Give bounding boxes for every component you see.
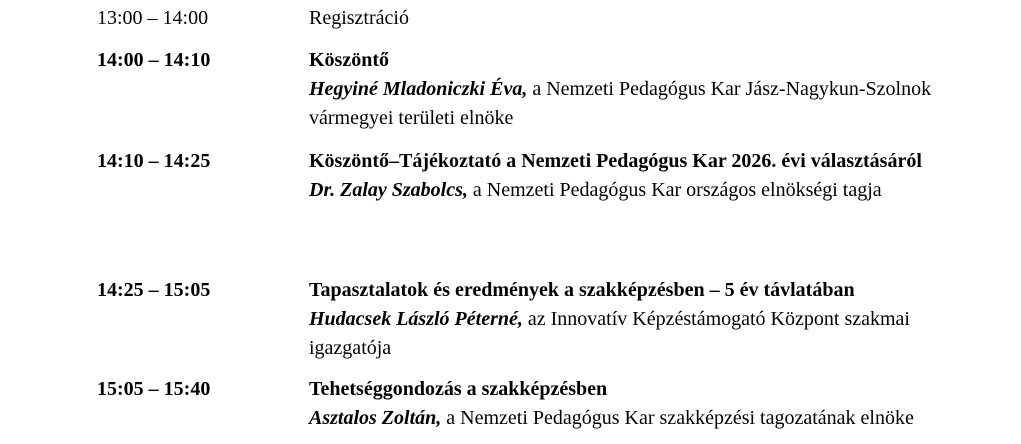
agenda-speaker <box>309 404 949 433</box>
agenda-content <box>309 4 949 33</box>
agenda-time: 14:10 – 14:25 <box>97 150 211 172</box>
agenda-item-title: Köszöntő <box>309 49 389 71</box>
agenda-content <box>309 46 949 133</box>
agenda-content <box>309 147 949 205</box>
speaker-name: Hudacsek László Péterné, <box>309 308 523 330</box>
agenda-speaker <box>309 75 949 133</box>
agenda-time: 14:00 – 14:10 <box>97 49 211 71</box>
agenda-speaker <box>309 176 949 205</box>
agenda-time: 15:05 – 15:40 <box>97 378 211 400</box>
agenda-time: 13:00 – 14:00 <box>97 7 209 29</box>
speaker-role: a Nemzeti Pedagógus Kar Jász-Nagykun-Szolnok vármegyei területi elnöke <box>309 78 932 129</box>
agenda-item-title: Tapasztalatok és eredmények a szakképzésben – 5 év távlatában <box>309 279 855 301</box>
speaker-name: Hegyiné Mladoniczki Éva, <box>309 78 528 100</box>
agenda-speaker <box>309 305 949 363</box>
speaker-name: Asztalos Zoltán, <box>309 407 442 429</box>
speaker-role: a Nemzeti Pedagógus Kar országos elnökségi tagja <box>467 179 882 201</box>
speaker-role: az Innovatív Képzéstámogató Központ szakmai igazgatója <box>309 308 910 359</box>
agenda-item-title: Tehetséggondozás a szakképzésben <box>309 378 608 400</box>
speaker-name: Dr. Zalay Szabolcs, <box>309 179 468 201</box>
agenda-content <box>309 375 949 433</box>
agenda-time: 14:25 – 15:05 <box>97 279 211 301</box>
agenda-content <box>309 276 949 363</box>
agenda-item-title: Regisztráció <box>309 7 409 29</box>
speaker-role: a Nemzeti Pedagógus Kar szakképzési tagozatának elnöke <box>441 407 914 429</box>
agenda-item-title: Köszöntő–Tájékoztató a Nemzeti Pedagógus Kar 2026. évi választásáról <box>309 150 922 172</box>
